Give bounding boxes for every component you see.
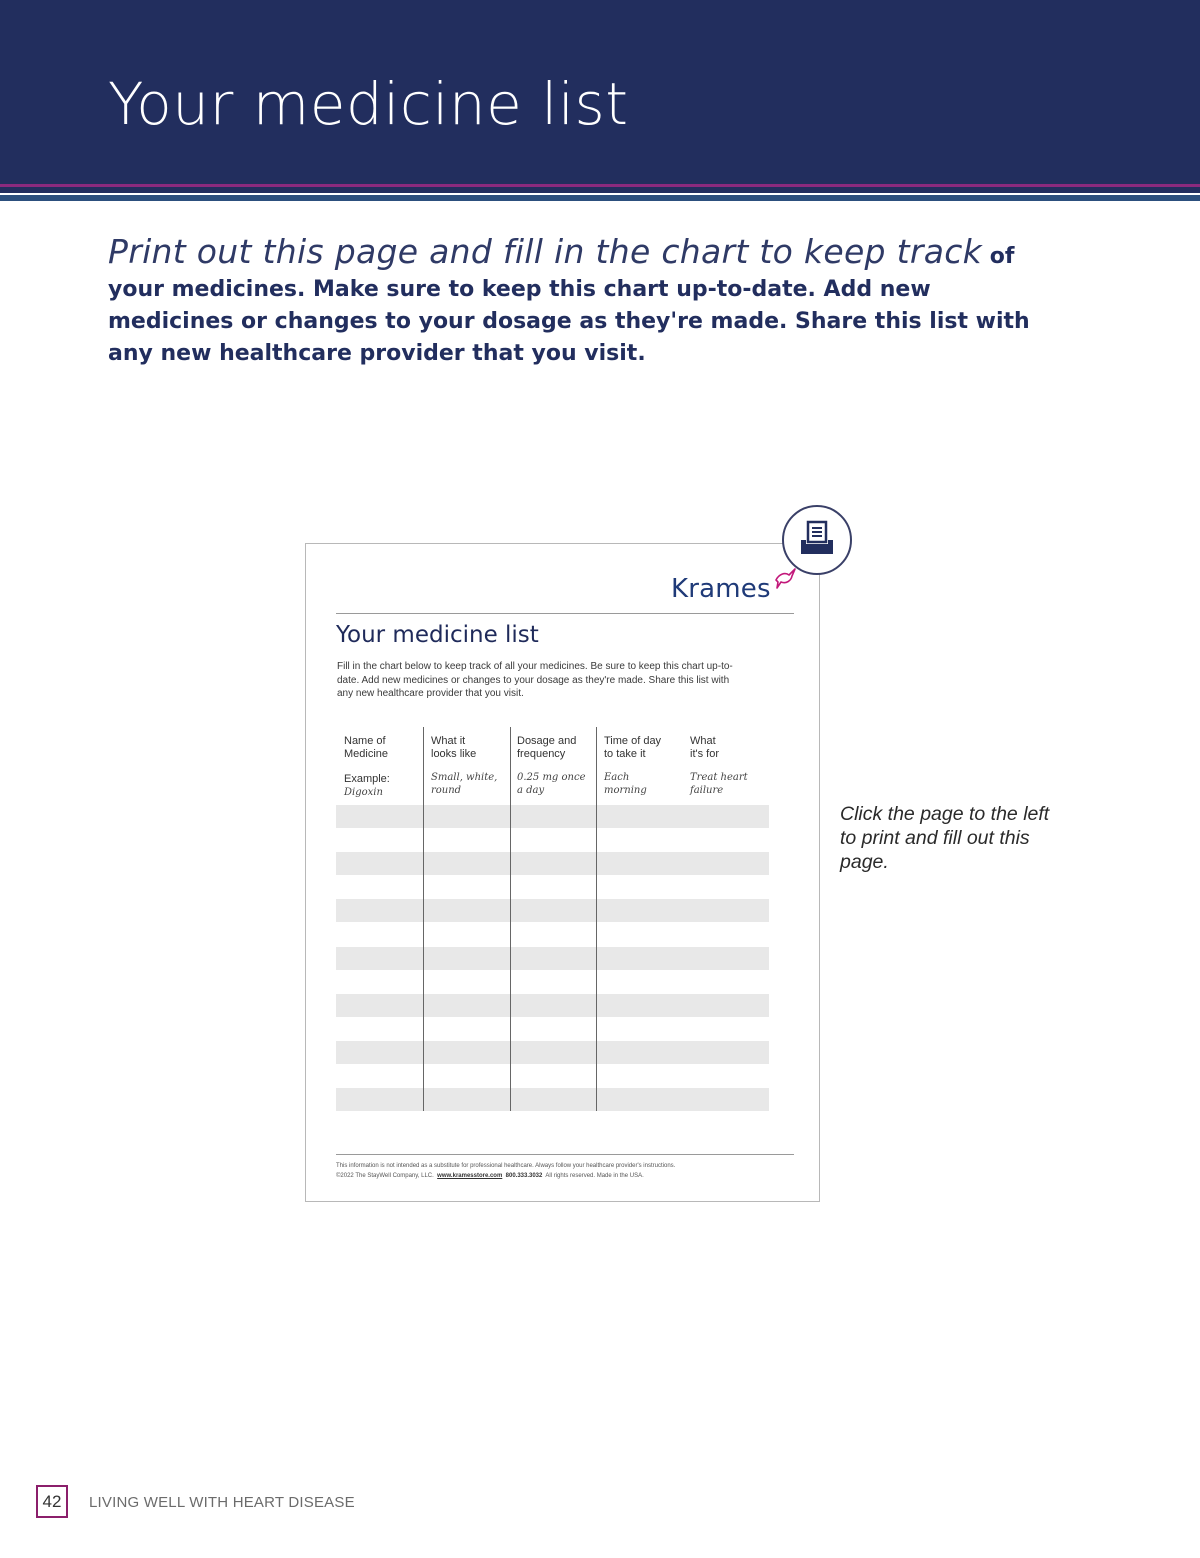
column-header-time: Time of day to take it	[604, 735, 662, 760]
thumbnail-disclaimer: This information is not intended as a substitute for professional healthcare. Always follow your healthcare provider's instructions.	[336, 1163, 676, 1169]
krames-store-link[interactable]: www.kramesstore.com	[437, 1172, 503, 1179]
intro-body-first: of	[982, 244, 1015, 269]
header-stripe-blue	[0, 195, 1200, 201]
table-row-band	[336, 1041, 769, 1064]
publication-title: LIVING WELL WITH HEART DISEASE	[89, 1494, 355, 1511]
thumbnail-footer	[336, 1162, 796, 1181]
example-dosage: 0.25 mg once a day	[517, 772, 586, 796]
column-divider	[596, 727, 597, 1111]
column-divider	[510, 727, 511, 1111]
table-row-band	[336, 1088, 769, 1111]
column-header-purpose: What it's for	[690, 735, 719, 760]
column-header-looks: What it looks like	[431, 735, 477, 760]
example-label: Example:	[344, 773, 390, 785]
thumbnail-title: Your medicine list	[336, 622, 539, 648]
example-time: Each morning	[604, 772, 647, 796]
krames-logo: Krames	[671, 574, 771, 604]
printer-icon	[784, 507, 850, 573]
column-divider	[423, 727, 424, 1111]
page-title: Your medicine list	[108, 70, 629, 138]
intro-lead: Print out this page and fill in the chart to keep track	[108, 232, 983, 271]
column-header-name: Name of Medicine	[344, 735, 389, 760]
page-number: 42	[36, 1485, 68, 1518]
thumbnail-header-rule	[336, 613, 794, 614]
krames-phone: 800.333.3032	[505, 1172, 543, 1179]
table-row-band	[336, 994, 769, 1017]
table-row-band	[336, 947, 769, 970]
table-row-band	[336, 805, 769, 828]
table-row-band	[336, 852, 769, 875]
intro-body: your medicines. Make sure to keep this chart up-to-date. Add new medicines or changes to your dosage as they're made. Share this list with any new healthcare provider that you visit.	[108, 277, 1030, 366]
print-button[interactable]	[782, 505, 852, 575]
table-row-band	[336, 899, 769, 922]
thumbnail-copyright-line: ©2022 The StayWell Company, LLC. www.kramesstore.com 800.333.3032 All rights reserved. Made in the USA.	[336, 1172, 644, 1179]
header-banner	[0, 0, 1200, 184]
thumbnail-footer-rule	[336, 1154, 794, 1155]
print-instructions: Click the page to the left to print and fill out this page.	[840, 803, 1050, 873]
example-medicine: Digoxin	[344, 787, 383, 798]
example-purpose: Treat heart failure	[690, 772, 748, 796]
example-looks: Small, white, round	[431, 772, 498, 796]
printable-page-thumbnail[interactable]	[305, 543, 820, 1202]
column-header-dosage: Dosage and frequency	[517, 735, 577, 760]
thumbnail-description: Fill in the chart below to keep track of all your medicines. Be sure to keep this chart up-to-date. Add new medicines or changes to your dosage as they're made. Share this list with any new healthcare provider that you visit.	[337, 661, 733, 699]
intro-paragraph	[108, 232, 1048, 370]
